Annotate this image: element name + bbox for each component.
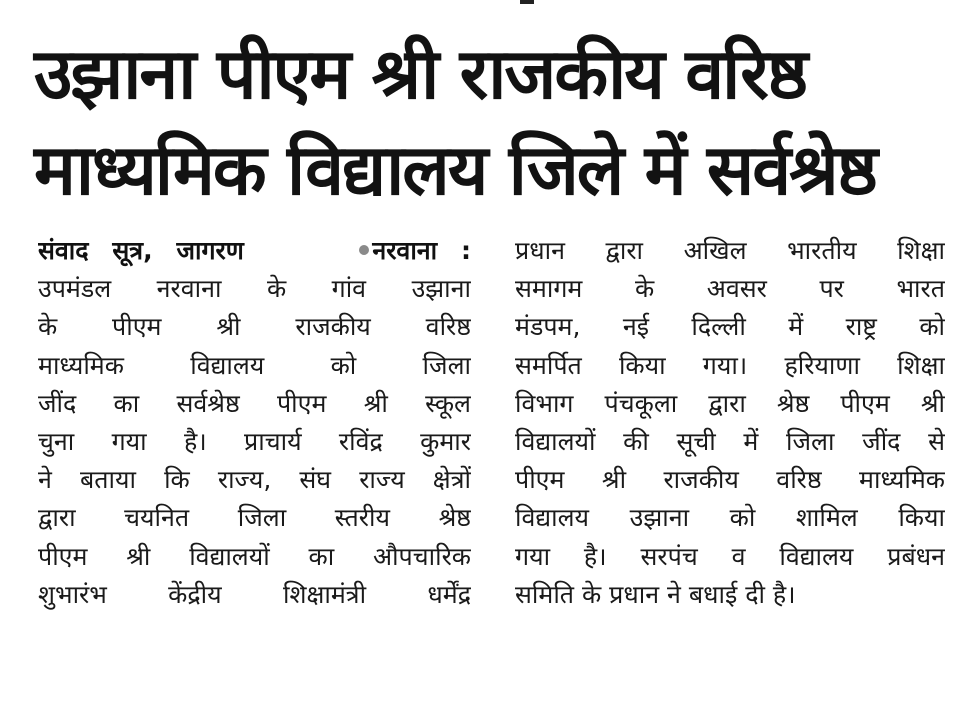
body-line: पीएम श्री विद्यालयों का औपचारिक bbox=[38, 541, 471, 571]
body-line: विद्यालयों की सूची में जिला जींद से bbox=[515, 426, 945, 456]
body-line: के पीएम श्री राजकीय वरिष्ठ bbox=[38, 312, 471, 342]
headline-line-1: उझाना पीएम श्री राजकीय वरिष्ठ bbox=[34, 33, 807, 115]
headline bbox=[34, 26, 949, 218]
clipped-previous-text bbox=[520, 0, 534, 4]
dateline-source: संवाद सूत्र, जागरण bbox=[38, 236, 244, 265]
body-line: विद्यालय उझाना को शामिल किया bbox=[515, 503, 945, 533]
headline-line-2: माध्यमिक विद्यालय जिले में सर्वश्रेष्ठ bbox=[34, 129, 876, 211]
body-line: विभाग पंचकूला द्वारा श्रेष्ठ पीएम श्री bbox=[515, 388, 945, 418]
body-line: ने बताया कि राज्य, संघ राज्य क्षेत्रों bbox=[38, 465, 471, 495]
body-line: जींद का सर्वश्रेष्ठ पीएम श्री स्कूल bbox=[38, 388, 471, 418]
body-line-last: समिति के प्रधान ने बधाई दी है। bbox=[515, 579, 796, 609]
body-line: शुभारंभ केंद्रीय शिक्षामंत्री धर्मेंद्र bbox=[38, 579, 471, 609]
dateline-place bbox=[359, 236, 471, 265]
dateline-place-text: नरवाना : bbox=[372, 236, 471, 265]
body-column-left bbox=[38, 232, 471, 614]
body-line: समर्पित किया गया। हरियाणा शिक्षा bbox=[515, 350, 945, 380]
body-line: गया है। सरपंच व विद्यालय प्रबंधन bbox=[515, 541, 945, 571]
body-line: द्वारा चयनित जिला स्तरीय श्रेष्ठ bbox=[38, 503, 471, 533]
body-line: समागम के अवसर पर भारत bbox=[515, 274, 945, 304]
bullet-icon bbox=[359, 245, 369, 255]
body-line: मंडपम, नई दिल्ली में राष्ट्र को bbox=[515, 312, 945, 342]
body-line: पीएम श्री राजकीय वरिष्ठ माध्यमिक bbox=[515, 465, 945, 495]
dateline bbox=[38, 232, 471, 270]
body-line: प्रधान द्वारा अखिल भारतीय शिक्षा bbox=[515, 236, 945, 265]
body-column-right bbox=[515, 232, 945, 614]
body-line: माध्यमिक विद्यालय को जिला bbox=[38, 350, 471, 380]
body-line: उपमंडल नरवाना के गांव उझाना bbox=[38, 274, 471, 304]
body-line: चुना गया है। प्राचार्य रविंद्र कुमार bbox=[38, 426, 471, 456]
